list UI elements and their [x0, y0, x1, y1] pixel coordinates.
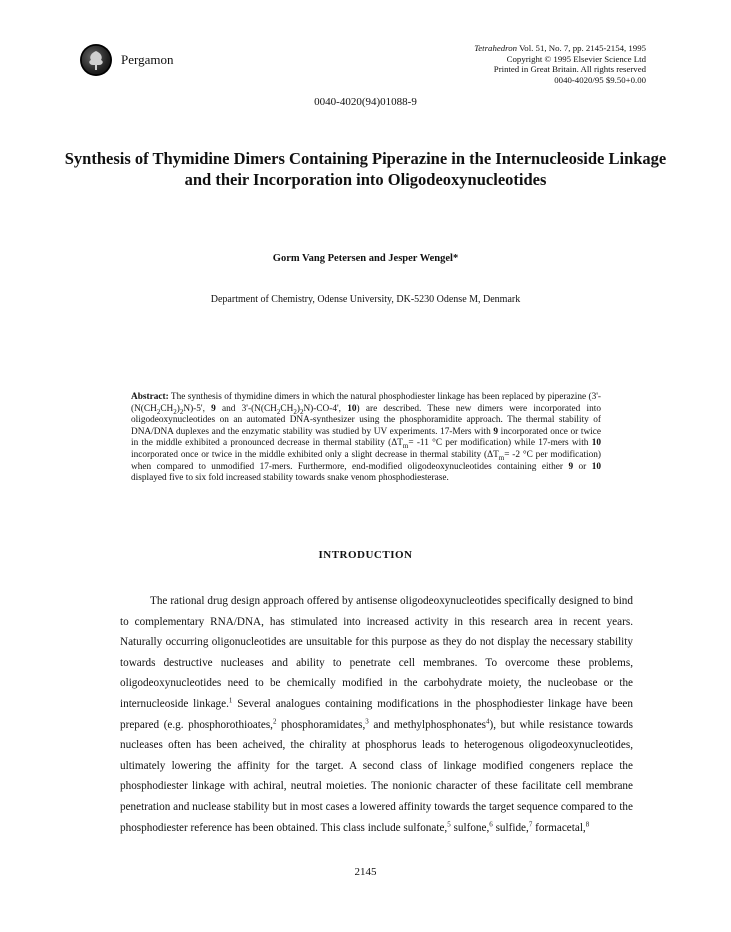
reference-mark: 4: [486, 716, 490, 725]
paper-title: Synthesis of Thymidine Dimers Containing Piperazine in the Internucleoside Linkage and their Incorporation into Oligodeoxynucleotides: [64, 149, 667, 189]
abstract-label: Abstract:: [131, 392, 169, 402]
reference-mark: 3: [365, 716, 369, 725]
publisher-name: Pergamon: [121, 52, 174, 67]
volume-info: Vol. 51, No. 7, pp. 2145-2154, 1995: [519, 43, 646, 53]
printed-line: Printed in Great Britain. All rights reserved: [493, 64, 646, 75]
compound-ref: 10: [591, 461, 601, 472]
compound-ref: 9: [493, 426, 499, 437]
copyright-line: Copyright © 1995 Elsevier Science Ltd: [506, 53, 646, 64]
compound-ref: 9: [211, 403, 216, 414]
citation-line: [474, 43, 646, 54]
section-heading: INTRODUCTION: [318, 549, 413, 561]
reference-mark: 2: [272, 716, 277, 725]
citation-block: [474, 43, 646, 85]
abstract: Abstract: The synthesis of thymidine dimers in which the natural phosphodiester linkage has been replaced by piperazine ($3'-(N(CH_2CH_2)_2N)-5'$, 9 and $3'-(N(CH_2CH_2)_2N)-CO-4'$, 10) are described. These new dimers were incorporated into oligodeoxynucleotides on an automated DNA-synthesizer using the phosphoramidite approach. The thermal stability of DNA/DNA duplexes and the enzymatic stability was studied by UV experiments. 17-Mers with 9 incorporated once or twice in the middle exhibited a pronounced decrease in thermal stability ($\Delta T_m= -11$ °C per modification) while 17-mers with 10 incorporated once or twice in the middle exhibited only a slight decrease in thermal stability ($\Delta T_m= -2$ °C per modification) when compared to unmodified 17-mers. Furthermore, end-modified oligodeoxynucleotides containing either 9 or 10 displayed five to six fold increased stability towards snake venom phosphodiesterase.: [131, 392, 602, 484]
reference-mark: 7: [528, 819, 533, 828]
reference-mark: 8: [585, 819, 590, 828]
affiliation: Department of Chemistry, Odense University, DK-5230 Odense M, Denmark: [210, 294, 521, 305]
publisher-logo: [80, 44, 112, 76]
compound-ref: 10: [347, 403, 357, 414]
compound-ref: 9: [568, 461, 574, 472]
doi-code: 0040-4020(94)01088-9: [314, 96, 417, 108]
issn-line: 0040-4020/95 $9.50+0.00: [554, 74, 646, 85]
compound-ref: 10: [591, 438, 601, 449]
journal-name: Tetrahedron: [474, 43, 518, 53]
reference-mark: 1: [228, 696, 233, 705]
author-list: Gorm Vang Petersen and Jesper Wengel*: [272, 253, 459, 264]
tree-emblem-icon: [80, 44, 112, 76]
body-paragraph: The rational drug design approach offered by antisense oligodeoxynucleotides specifically designed to bind to complementary RNA/DNA, has stimulated into increased activity in this research area in recent years. Naturally occurring oligonucleotides are unsuitable for this purpose as they do not display the necessary stability towards destructive nucleases and ability to penetrate cell membranes. To overcome these problems, oligodeoxynucleotides need to be chemically modified in the carbohydrate moiety, the nucleobase or the internucleoside linkage.$^1$ Several analogues containing modifications in the phosphodiester linkage have been prepared (e.g. phosphorothioates,$^2$ phosphoramidates,$^3$ and methylphosphonates$^4$), but while resistance towards nucleases often has been acheived, the chirality at phosphorus leads to heterogenous oligodeoxynucleotides, ultimately lowering the affinity for the target. A second class of linkage modified congeners replace the phosphodiester linkage with achiral, neutral moieties. The nonionic character of these facilitate cell membrane penetration and nuclease stability but in most cases a lowered affinity towards the target sequence compared to the phosphodiester reference has been obtained. This class include sulfonate,$^5$ sulfone,$^6$ sulfide,$^7$ formacetal,$^8$: [120, 595, 634, 834]
page-number: 2145: [354, 866, 377, 878]
reference-mark: 6: [489, 819, 493, 828]
reference-mark: 5: [447, 819, 451, 828]
